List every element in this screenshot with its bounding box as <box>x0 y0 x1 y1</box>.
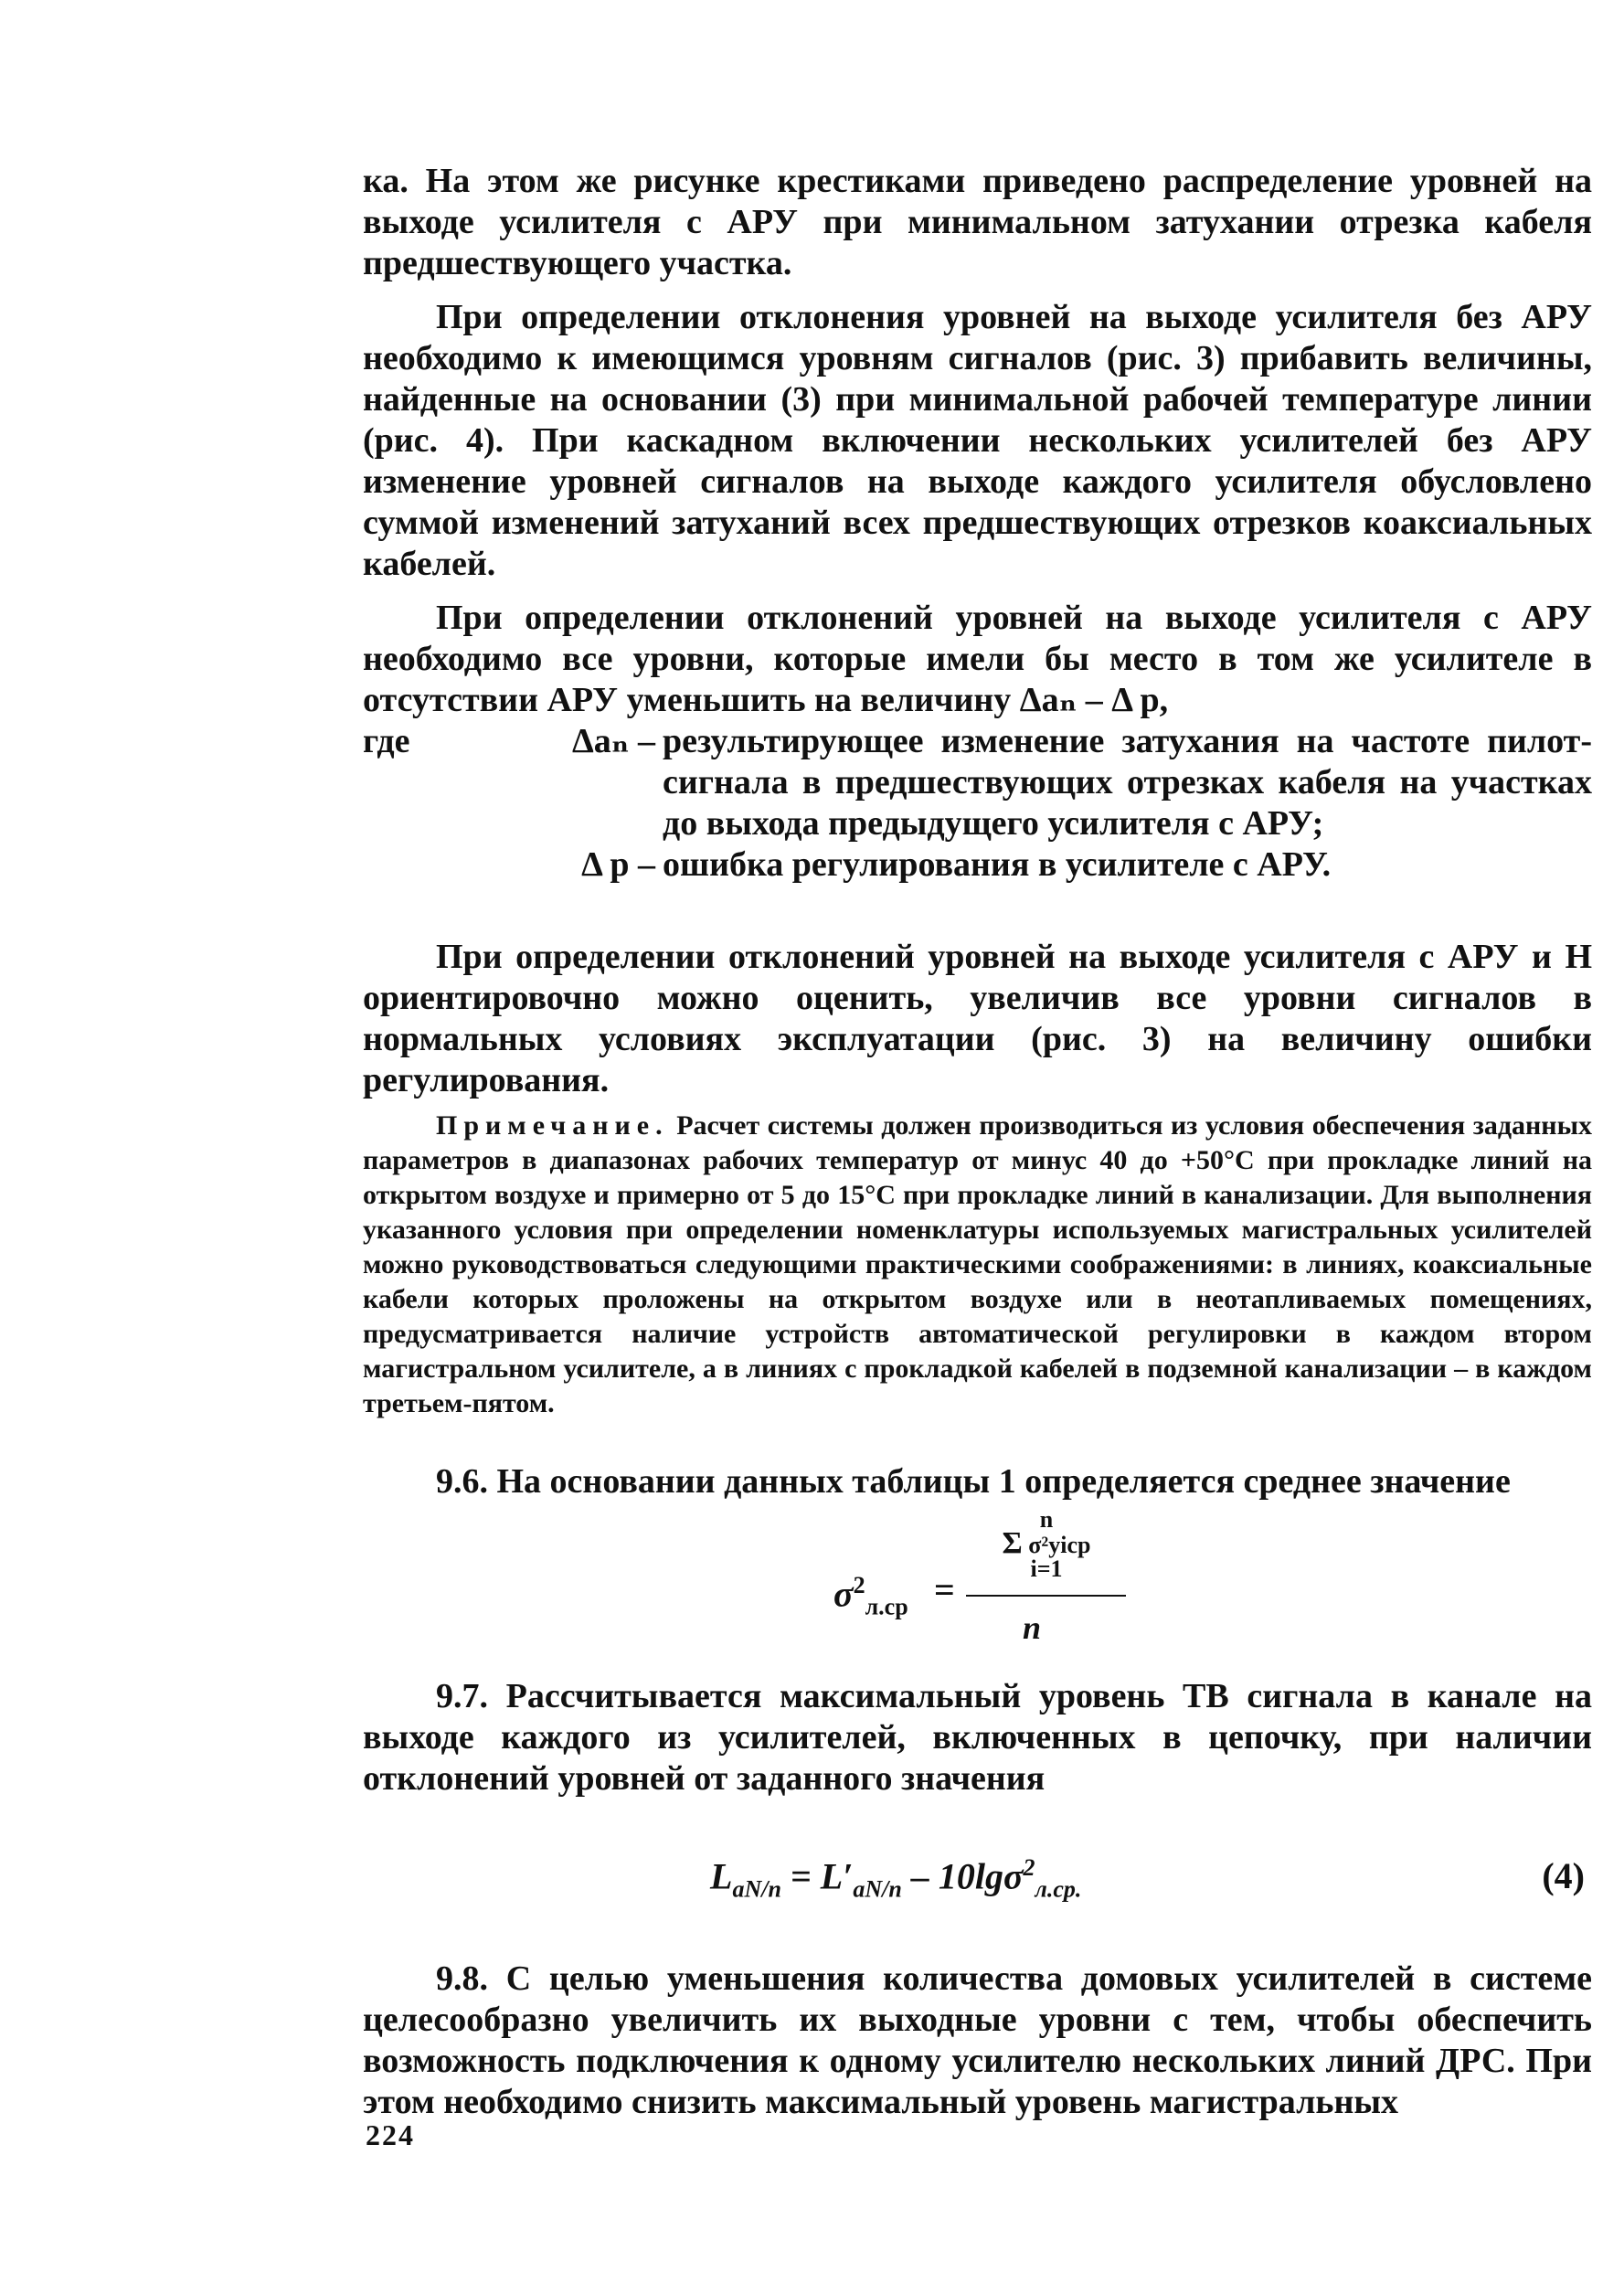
definitions-list <box>363 721 1592 886</box>
sum-upper-limit: n <box>1039 1506 1054 1533</box>
fraction-bar <box>966 1595 1126 1597</box>
sum-term: σ²yіср <box>1028 1532 1091 1558</box>
definition-spacer <box>363 844 518 886</box>
max-level-formula <box>363 1836 1592 1918</box>
note-text: Расчет системы должен производиться из условия обеспечения заданных параметров в диапазонах рабочих температур от минус 40 до +50°С при прокладке линий на открытом воздухе и примерно от 5 до 15°С при прокладке линий в канализации. Для выполнения указанного условия при определении номенклатуры используемых магистральных усилителей можно руководствоваться следующими практическими соображениями: в линиях, коаксиальные кабели которых проложены на открытом воздухе или в неотапливаемых помещениях, предусматривается наличие устройств автоматической регулировки в каждом втором магистральном усилителе, а в линиях с прокладкой кабелей в подземной канализации – в каждом третьем-пятом. <box>363 1110 1592 1418</box>
note-label: Примечание. <box>436 1110 669 1141</box>
level-symbol: L <box>710 1855 733 1897</box>
formula-lhs <box>833 1572 908 1620</box>
text-column <box>363 161 1592 2123</box>
definition-text: результирующее изменение затухания на частоте пилот-сигнала в предшествующих отрезках кабеля на участках до выхода предыдущего усилителя с АРУ; <box>663 722 1592 843</box>
subscript: aN/n <box>853 1875 902 1903</box>
subscript: aN/n <box>732 1875 781 1903</box>
sum-sign: Σ <box>1002 1526 1023 1560</box>
paragraph-estimate: При определении отклонений уровней на выходе усилителя с АРУ и Н ориентировочно можно оценить, увеличив все уровни сигналов в нормальных условиях эксплуатации (рис. 3) на величину ошибки регулирования. <box>363 938 1592 1099</box>
minus-term: – 10lgσ <box>901 1855 1024 1897</box>
equals-sign: = <box>780 1855 821 1897</box>
definition-row <box>363 844 1592 886</box>
sigma-symbol: σ <box>833 1573 854 1615</box>
definition-text: ошибка регулирования в усилителе с АРУ. <box>663 845 1332 884</box>
note-block <box>363 1109 1592 1421</box>
section-9-6-text: 9.6. На основании данных таблицы 1 определяется среднее значение <box>436 1462 1511 1501</box>
superscript: 2 <box>853 1572 865 1598</box>
where-label: где <box>363 722 410 760</box>
formula-denominator: n <box>1023 1609 1042 1646</box>
section-9-8-text: 9.8. С целью уменьшения количества домовых усилителей в системе целесообразно увеличить их выходные уровни с тем, чтобы обеспечить возможность подключения к одному усилителю нескольких линий ДРС. При этом необходимо снизить максимальный уровень магистральных <box>363 1959 1592 2121</box>
level-prime-symbol: L′ <box>820 1855 854 1897</box>
equals-sign: = <box>934 1569 955 1610</box>
formula-numerator <box>973 1508 1120 1581</box>
subscript: л.ср <box>865 1593 908 1620</box>
definition-symbol: Δ p – <box>581 845 655 884</box>
paragraph-with-agc: При определении отклонений уровней на выходе усилителя с АРУ необходимо все уровни, которые имели бы место в том же усилителе в отсутствии АРУ уменьшить на величину Δaₙ – Δ p, <box>363 599 1592 719</box>
paragraph-continuation: ка. На этом же рисунке крестиками приведено распределение уровней на выходе усилителя с АРУ при минимальном затухании отрезка кабеля предшествующего участка. <box>363 162 1592 282</box>
section-9-7-text: 9.7. Рассчитывается максимальный уровень ТВ сигнала в канале на выходе каждого из усилителей, включенных в цепочку, при наличии отклонений уровней от заданного значения <box>363 1677 1592 1798</box>
formula-expression <box>710 1854 1081 1903</box>
superscript: 2 <box>1023 1854 1035 1881</box>
definition-row <box>363 721 1592 844</box>
mean-variance-formula <box>363 1508 1592 1663</box>
page-number: 224 <box>366 2118 415 2151</box>
definition-symbol: Δaₙ – <box>571 722 655 760</box>
sum-lower-limit: i=1 <box>1030 1555 1063 1582</box>
paragraph-without-agc: При определении отклонения уровней на выходе усилителя без АРУ необходимо к имеющимся уровням сигналов (рис. 3) прибавить величины, найденные на основании (3) при минимальной рабочей температуре линии (рис. 4). При каскадном включении нескольких усилителей без АРУ изменение уровней сигналов на выходе каждого усилителя обусловлено суммой изменений затуханий всех предшествующих отрезков коаксиальных кабелей. <box>363 298 1592 583</box>
subscript: л.ср. <box>1035 1875 1082 1903</box>
equation-number: (4) <box>1542 1855 1585 1896</box>
